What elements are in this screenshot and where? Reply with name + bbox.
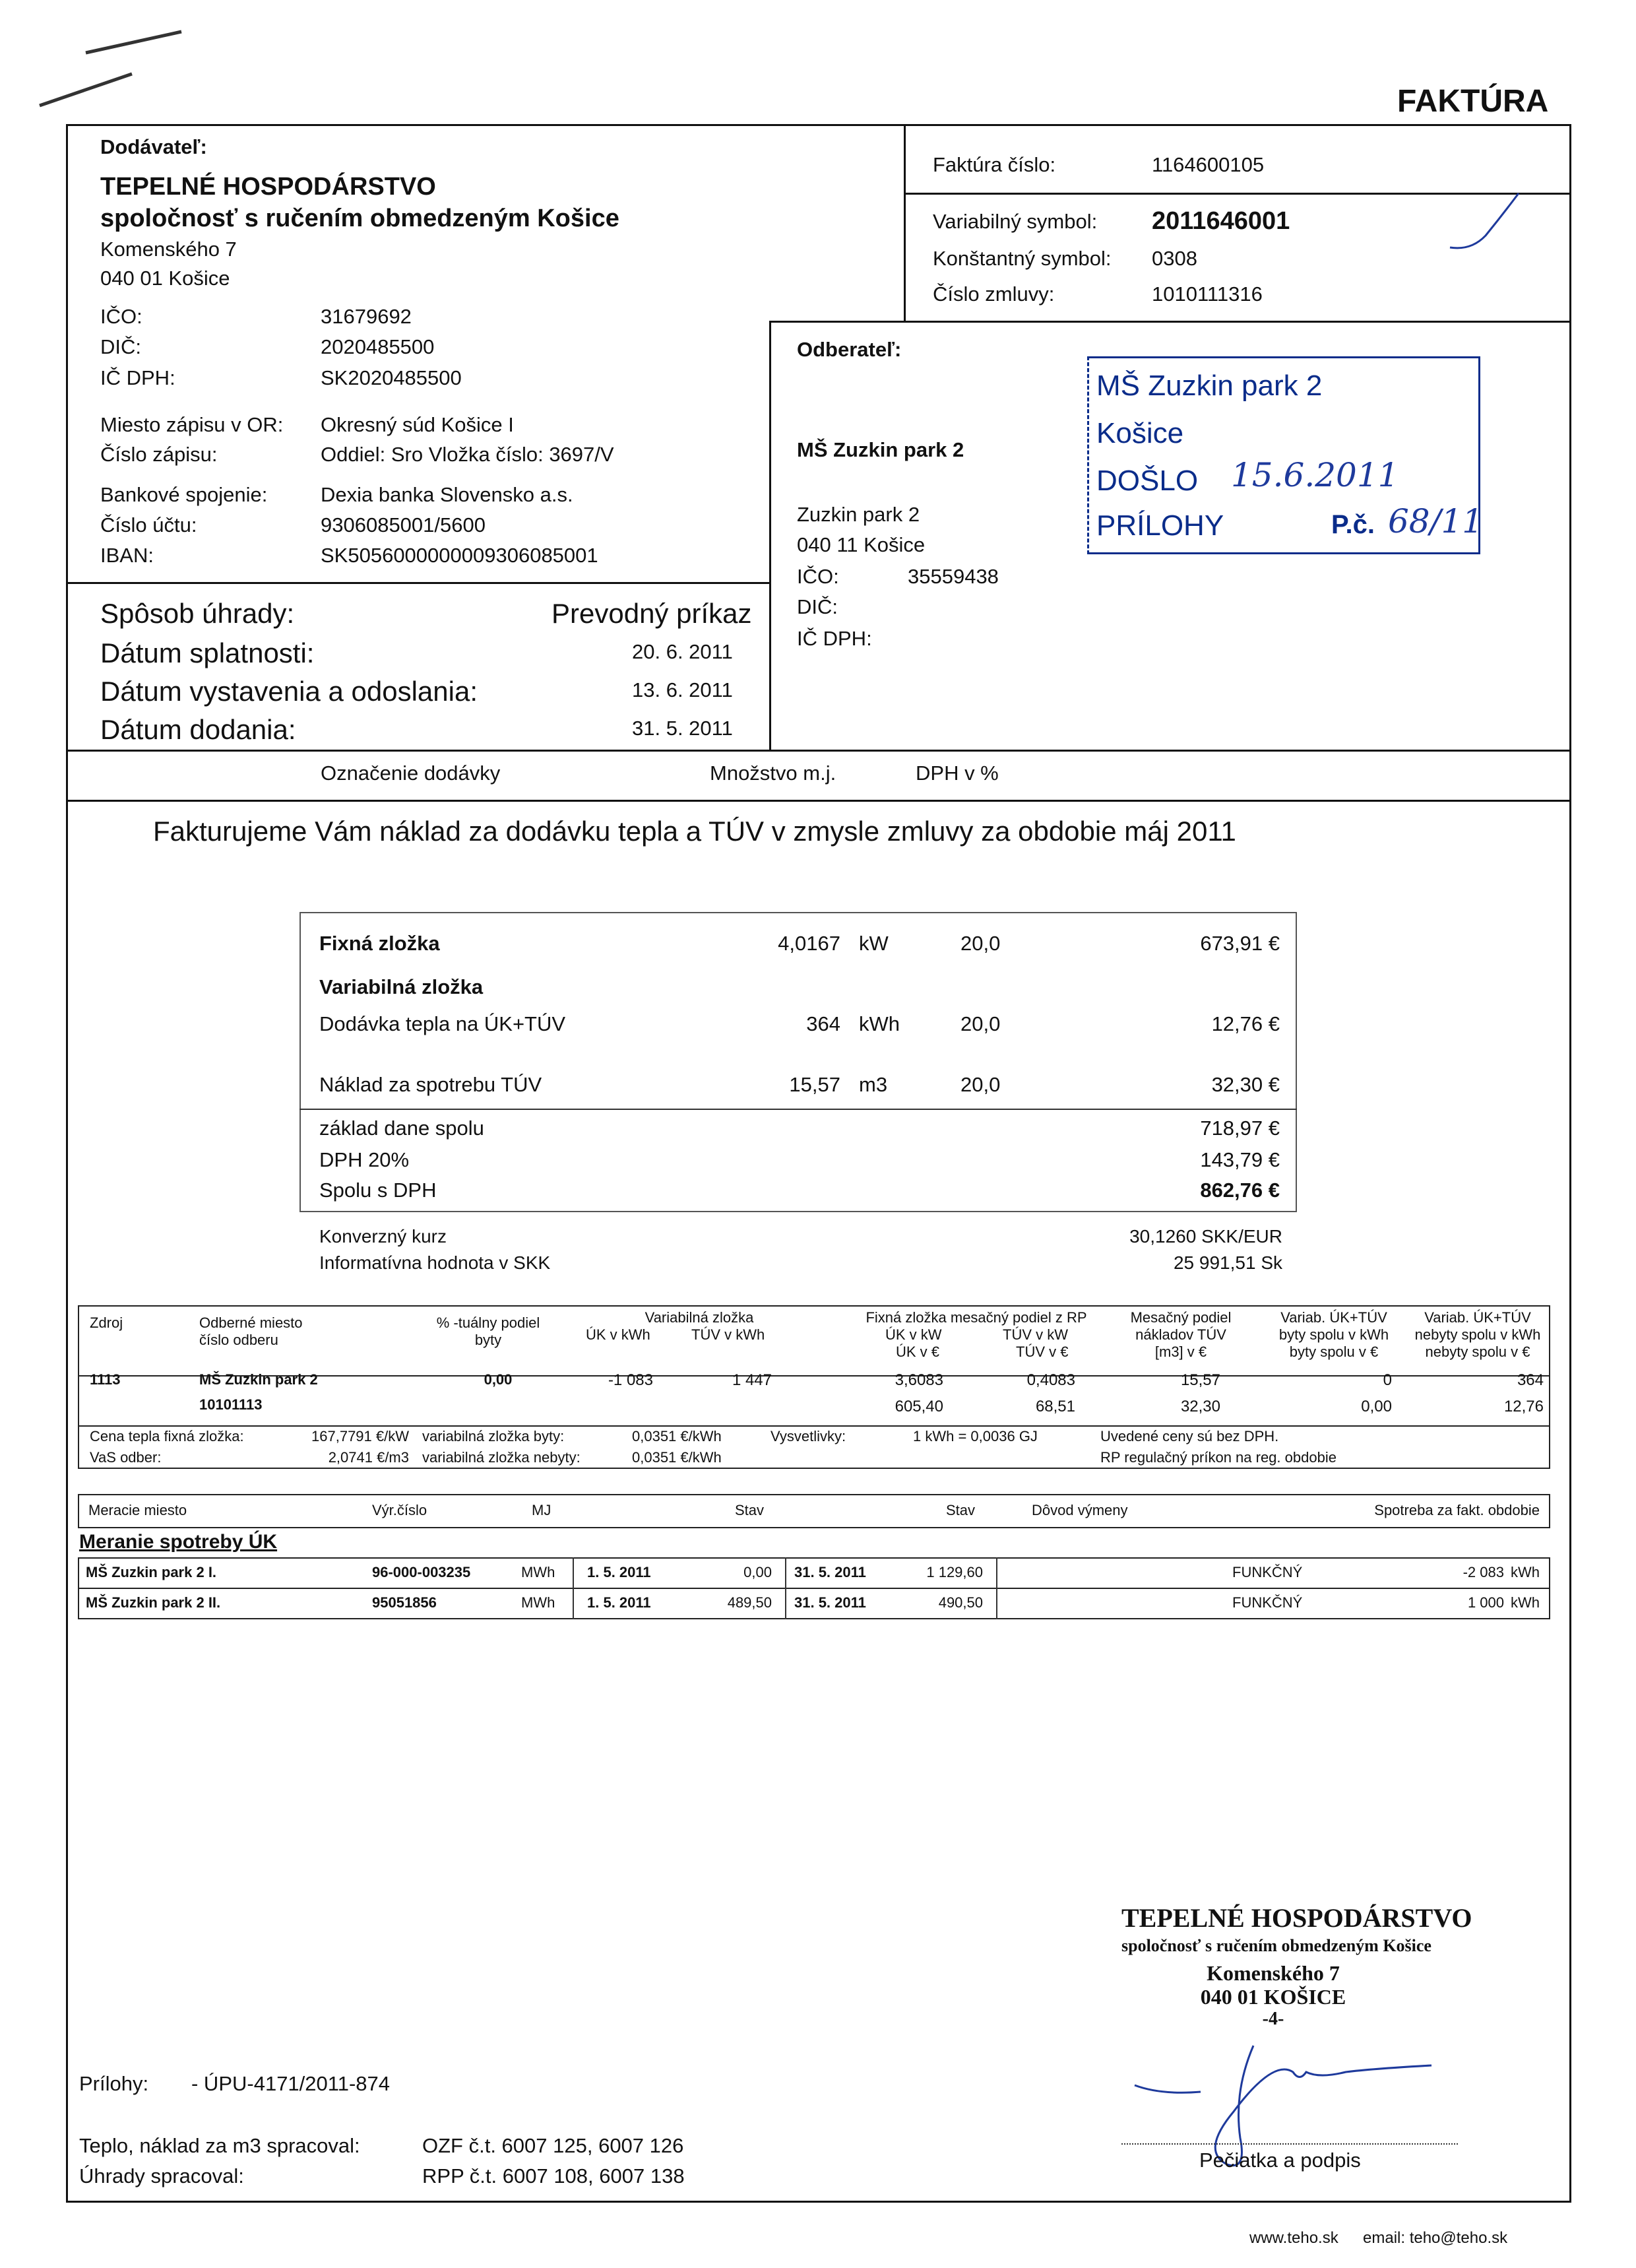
- detail-h-vb: Variab. ÚK+TÚV: [1280, 1309, 1387, 1326]
- item-fixed-qty: 4,0167: [778, 932, 840, 955]
- conversion-rate-label: Konverzný kurz: [319, 1226, 447, 1247]
- item-fixed-label: Fixná zložka: [319, 932, 440, 955]
- supplier-dic: 2020485500: [321, 335, 435, 358]
- detail-h-var: Variabilná zložka: [645, 1309, 754, 1326]
- processed-label: Teplo, náklad za m3 spracoval:: [79, 2134, 360, 2157]
- iban-label: IBAN:: [100, 544, 154, 567]
- meter-2-serial: 95051856: [372, 1594, 437, 1611]
- var-byty-label: variabilná zložka byty:: [422, 1428, 565, 1444]
- item-heat-amount: 12,76 €: [1211, 1012, 1280, 1035]
- reg-place: Okresný súd Košice I: [321, 413, 514, 436]
- item-fixed-unit: kW: [859, 932, 889, 955]
- email-link[interactable]: email: teho@teho.sk: [1363, 2229, 1508, 2247]
- items-col-designation: Označenie dodávky: [321, 761, 501, 785]
- detail-place-no: 10101113: [199, 1396, 263, 1413]
- meters-h-state1: Stav: [735, 1502, 765, 1518]
- reg-no: Oddiel: Sro Vložka číslo: 3697/V: [321, 443, 614, 466]
- supplier-icdph-label: IČ DPH:: [100, 366, 175, 389]
- vat-label: DPH 20%: [319, 1148, 410, 1171]
- bank-label: Bankové spojenie:: [100, 483, 268, 506]
- item-heat-label: Dodávka tepla na ÚK+TÚV: [319, 1012, 566, 1035]
- detail-fix-tuv: 0,4083: [1026, 1371, 1075, 1389]
- meters-section-heading: Meranie spotreby ÚK: [79, 1531, 278, 1553]
- customer-ico-label: IČO:: [797, 565, 839, 588]
- meter-2-place: MŠ Zuzkin park 2 II.: [86, 1594, 221, 1611]
- var-symbol-label: Variabilný symbol:: [933, 210, 1098, 233]
- items-col-quantity: Množstvo m.j.: [710, 761, 836, 785]
- stamp-attachments-label: PRÍLOHY: [1096, 509, 1224, 542]
- var-nebyty: 0,0351 €/kWh: [632, 1449, 722, 1466]
- detail-month-eur: 32,30: [1180, 1398, 1220, 1415]
- processed: OZF č.t. 6007 125, 6007 126: [422, 2134, 684, 2157]
- due-date: 20. 6. 2011: [632, 640, 733, 663]
- vat-amount: 143,79 €: [1200, 1148, 1280, 1171]
- detail-h-place: Odberné miesto: [199, 1314, 303, 1331]
- meter-2-status: FUNKČNÝ: [1232, 1594, 1303, 1611]
- delivery-date: 31. 5. 2011: [632, 717, 733, 740]
- item-heat-vat: 20,0: [960, 1012, 1001, 1035]
- item-tuv-amount: 32,30 €: [1211, 1073, 1280, 1096]
- meter-2-value1: 489,50: [727, 1594, 772, 1611]
- items-col-vat: DPH v %: [916, 761, 999, 785]
- meters-h-consumption: Spotreba za fakt. obdobie: [1374, 1502, 1540, 1518]
- detail-fix-tuve: 68,51: [1035, 1398, 1075, 1415]
- const-symbol: 0308: [1152, 247, 1197, 270]
- meters-h-serial: Výr.číslo: [372, 1502, 427, 1518]
- payments: RPP č.t. 6007 108, 6007 138: [422, 2164, 685, 2187]
- due-date-label: Dátum splatnosti:: [100, 637, 315, 668]
- issue-date: 13. 6. 2011: [632, 678, 733, 701]
- detail-h-vb-eur: byty spolu v €: [1289, 1344, 1379, 1360]
- supplier-icdph: SK2020485500: [321, 366, 462, 389]
- meter-col-divider-2: [785, 1557, 786, 1619]
- stamp-received-date: 15.6.2011: [1231, 456, 1399, 494]
- delivery-date-label: Dátum dodania:: [100, 714, 296, 745]
- stamp-pc-number: 68/11: [1388, 502, 1484, 540]
- customer-street: Zuzkin park 2: [797, 503, 920, 526]
- vas-label: VaS odber:: [90, 1449, 162, 1466]
- meter-col-divider-3: [996, 1557, 997, 1619]
- payment-method-label: Spôsob úhrady:: [100, 598, 295, 629]
- meter-1-value1: 0,00: [743, 1564, 772, 1580]
- detail-place: MŠ Zuzkin park 2: [199, 1371, 318, 1388]
- notes-conversion: 1 kWh = 0,0036 GJ: [913, 1428, 1038, 1444]
- detail-h-month-sub: nákladov TÚV: [1135, 1326, 1226, 1343]
- detail-fix-uke: 605,40: [895, 1398, 943, 1415]
- bank: Dexia banka Slovensko a.s.: [321, 483, 573, 506]
- supplier-name: TEPELNÉ HOSPODÁRSTVO: [100, 173, 436, 201]
- vas: 2,0741 €/m3: [328, 1449, 409, 1466]
- meters-h-state2: Stav: [946, 1502, 976, 1518]
- detail-h-month-unit: [m3] v €: [1154, 1344, 1207, 1360]
- item-tuv-label: Náklad za spotrebu TÚV: [319, 1073, 542, 1096]
- detail-h-vn-eur: nebyty spolu v €: [1425, 1344, 1530, 1360]
- item-tuv-unit: m3: [859, 1073, 888, 1096]
- divider-h-customer: [771, 321, 1571, 323]
- detail-h-fix: Fixná zložka mesačný podiel z RP: [865, 1309, 1087, 1326]
- signature-label: Pečiatka a podpis: [1199, 2149, 1361, 2172]
- notes-label: Vysvetlivky:: [771, 1428, 846, 1444]
- document-title: FAKTÚRA: [1397, 84, 1549, 119]
- account: 9306085001/5600: [321, 513, 486, 536]
- item-heat-unit: kWh: [859, 1012, 900, 1035]
- conversion-rate: 30,1260 SKK/EUR: [1129, 1226, 1282, 1247]
- detail-h-fix-uke: ÚK v €: [896, 1344, 940, 1360]
- invoice-number-label: Faktúra číslo:: [933, 153, 1056, 176]
- meter-2-unit: MWh: [521, 1594, 555, 1611]
- meter-1-status: FUNKČNÝ: [1232, 1564, 1303, 1580]
- price-fixed-label: Cena tepla fixná zložka:: [90, 1428, 244, 1444]
- detail-h-share: % -tuálny podiel: [436, 1314, 540, 1331]
- stamp-name-text: MŠ Zuzkin park 2: [1096, 370, 1323, 402]
- meter-1-date2: 31. 5. 2011: [794, 1564, 866, 1580]
- detail-h-fix-tuv: TÚV v kW: [1003, 1326, 1068, 1343]
- meters-h-place: Meracie miesto: [88, 1502, 187, 1518]
- supplier-legal-form: spoločnosť s ručením obmedzeným Košice: [100, 205, 619, 232]
- meter-1-unit: MWh: [521, 1564, 555, 1580]
- detail-vb-kwh: 0: [1383, 1371, 1392, 1389]
- reg-no-label: Číslo zápisu:: [100, 443, 218, 466]
- tax-base-amount: 718,97 €: [1200, 1117, 1280, 1140]
- supplier-ico: 31679692: [321, 305, 412, 328]
- detail-month-m3: 15,57: [1180, 1371, 1220, 1389]
- invoice-number: 1164600105: [1152, 153, 1265, 176]
- detail-h-source: Zdroj: [90, 1314, 123, 1331]
- price-fixed: 167,7791 €/kW: [311, 1428, 409, 1444]
- signature-line: [1121, 2143, 1458, 2145]
- notes-rp: RP regulačný príkon na reg. obdobie: [1100, 1449, 1337, 1466]
- detail-source: 1113: [90, 1371, 121, 1388]
- website-link[interactable]: www.teho.sk: [1249, 2229, 1338, 2247]
- stamp-received-label: DOŠLO: [1096, 465, 1199, 497]
- item-fixed-amount: 673,91 €: [1200, 932, 1280, 955]
- iban: SK5056000000009306085001: [321, 544, 598, 567]
- seal-mark: -4-: [1262, 2009, 1284, 2029]
- detail-var-tuv: 1 447: [732, 1371, 772, 1389]
- meter-1-cons-unit: kWh: [1511, 1564, 1540, 1580]
- stamp-line-name: [1096, 370, 1322, 403]
- item-fixed-vat: 20,0: [960, 932, 1001, 955]
- contract-label: Číslo zmluvy:: [933, 282, 1055, 306]
- skk-value-label: Informatívna hodnota v SKK: [319, 1252, 551, 1273]
- customer-city: 040 11 Košice: [797, 533, 926, 556]
- check-mark-icon: [1445, 188, 1524, 261]
- var-byty: 0,0351 €/kWh: [632, 1428, 722, 1444]
- customer-icdph-label: IČ DPH:: [797, 627, 872, 650]
- divider-h-payment: [66, 582, 771, 584]
- meter-1-date1: 1. 5. 2011: [587, 1564, 651, 1580]
- detail-h-vn-kwh: nebyty spolu v kWh: [1414, 1326, 1541, 1343]
- divider-h-items-bottom: [66, 800, 1571, 802]
- contract: 1010111316: [1152, 282, 1263, 306]
- meter-1-value2: 1 129,60: [926, 1564, 983, 1580]
- meters-h-reason: Dôvod výmeny: [1032, 1502, 1128, 1518]
- detail-vb-eur: 0,00: [1361, 1398, 1392, 1415]
- supplier-street: Komenského 7: [100, 238, 237, 261]
- intro-text: Fakturujeme Vám náklad za dodávku tepla a TÚV v zmysle zmluvy za obdobie máj 2011: [153, 816, 1236, 847]
- notes-prices: Uvedené ceny sú bez DPH.: [1100, 1428, 1279, 1444]
- detail-h-fix-tuve: TÚV v €: [1016, 1344, 1069, 1360]
- customer-heading: Odberateľ:: [797, 338, 902, 361]
- detail-var-uk: -1 083: [608, 1371, 653, 1389]
- detail-h-fix-uk: ÚK v kW: [885, 1326, 942, 1343]
- account-label: Číslo účtu:: [100, 513, 197, 536]
- meter-1-place: MŠ Zuzkin park 2 I.: [86, 1564, 217, 1580]
- customer-name: MŠ Zuzkin park 2: [797, 438, 964, 461]
- supplier-ico-label: IČO:: [100, 305, 142, 328]
- meter-1-consumption: -2 083: [1463, 1564, 1504, 1580]
- detail-h-var-uk: ÚK v kWh: [586, 1326, 650, 1343]
- var-symbol: 2011646001: [1152, 207, 1290, 235]
- item-tuv-vat: 20,0: [960, 1073, 1001, 1096]
- item-variable-label: Variabilná zložka: [319, 975, 484, 998]
- item-tuv-qty: 15,57: [789, 1073, 840, 1096]
- detail-h-month: Mesačný podiel: [1130, 1309, 1232, 1326]
- skk-value: 25 991,51 Sk: [1173, 1252, 1282, 1273]
- detail-h-place-no: číslo odberu: [199, 1332, 278, 1348]
- payments-label: Úhrady spracoval:: [79, 2164, 244, 2187]
- seal-street: Komenského 7: [1207, 1961, 1340, 1985]
- stamp-city: Košice: [1096, 417, 1184, 449]
- divider-v-customer: [769, 321, 771, 750]
- detail-h-share-sub: byty: [474, 1332, 502, 1348]
- total-amount: 862,76 €: [1200, 1179, 1280, 1202]
- stamp-pc-label: P.č.: [1331, 510, 1375, 539]
- detail-fix-uk: 3,6083: [895, 1371, 943, 1389]
- seal-legal-form: spoločnosť s ručením obmedzeným Košice: [1121, 1936, 1432, 1955]
- detail-vn-kwh: 364: [1517, 1371, 1544, 1389]
- divider-h-items-top: [66, 750, 1571, 752]
- meter-2-cons-unit: kWh: [1511, 1594, 1540, 1611]
- meter-2-date1: 1. 5. 2011: [587, 1594, 651, 1611]
- supplier-dic-label: DIČ:: [100, 335, 141, 358]
- meter-2-date2: 31. 5. 2011: [794, 1594, 866, 1611]
- meter-col-divider-1: [573, 1557, 574, 1619]
- seal-company: TEPELNÉ HOSPODÁRSTVO: [1121, 1903, 1472, 1933]
- meter-2-consumption: 1 000: [1467, 1594, 1504, 1611]
- tax-base-label: základ dane spolu: [319, 1117, 484, 1140]
- customer-ico: 35559438: [908, 565, 999, 588]
- attachments-label: Prílohy:: [79, 2072, 149, 2095]
- payment-method: Prevodný príkaz: [551, 598, 752, 629]
- meter-1-serial: 96-000-003235: [372, 1564, 471, 1580]
- item-heat-qty: 364: [806, 1012, 840, 1035]
- detail-vn-eur: 12,76: [1503, 1398, 1544, 1415]
- detail-h-vb-kwh: byty spolu v kWh: [1278, 1326, 1389, 1343]
- supplier-heading: Dodávateľ:: [100, 135, 207, 158]
- customer-dic-label: DIČ:: [797, 595, 838, 618]
- seal-city: 040 01 KOŠICE: [1200, 1985, 1346, 2009]
- total-label: Spolu s DPH: [319, 1179, 437, 1202]
- meters-h-unit: MJ: [532, 1502, 551, 1518]
- meter-2-value2: 490,50: [938, 1594, 983, 1611]
- detail-share: 0,00: [484, 1371, 513, 1388]
- reg-place-label: Miesto zápisu v OR:: [100, 413, 284, 436]
- items-subtotal-divider: [299, 1109, 1297, 1110]
- scan-marks: [33, 13, 191, 119]
- supplier-city: 040 01 Košice: [100, 267, 230, 290]
- detail-h-vn: Variab. ÚK+TÚV: [1424, 1309, 1531, 1326]
- detail-h-var-tuv: TÚV v kWh: [691, 1326, 765, 1343]
- divider-v-info: [904, 124, 906, 322]
- const-symbol-label: Konštantný symbol:: [933, 247, 1112, 270]
- attachments: - ÚPU-4171/2011-874: [191, 2072, 390, 2095]
- issue-date-label: Dátum vystavenia a odoslania:: [100, 676, 478, 707]
- var-nebyty-label: variabilná zložka nebyty:: [422, 1449, 581, 1466]
